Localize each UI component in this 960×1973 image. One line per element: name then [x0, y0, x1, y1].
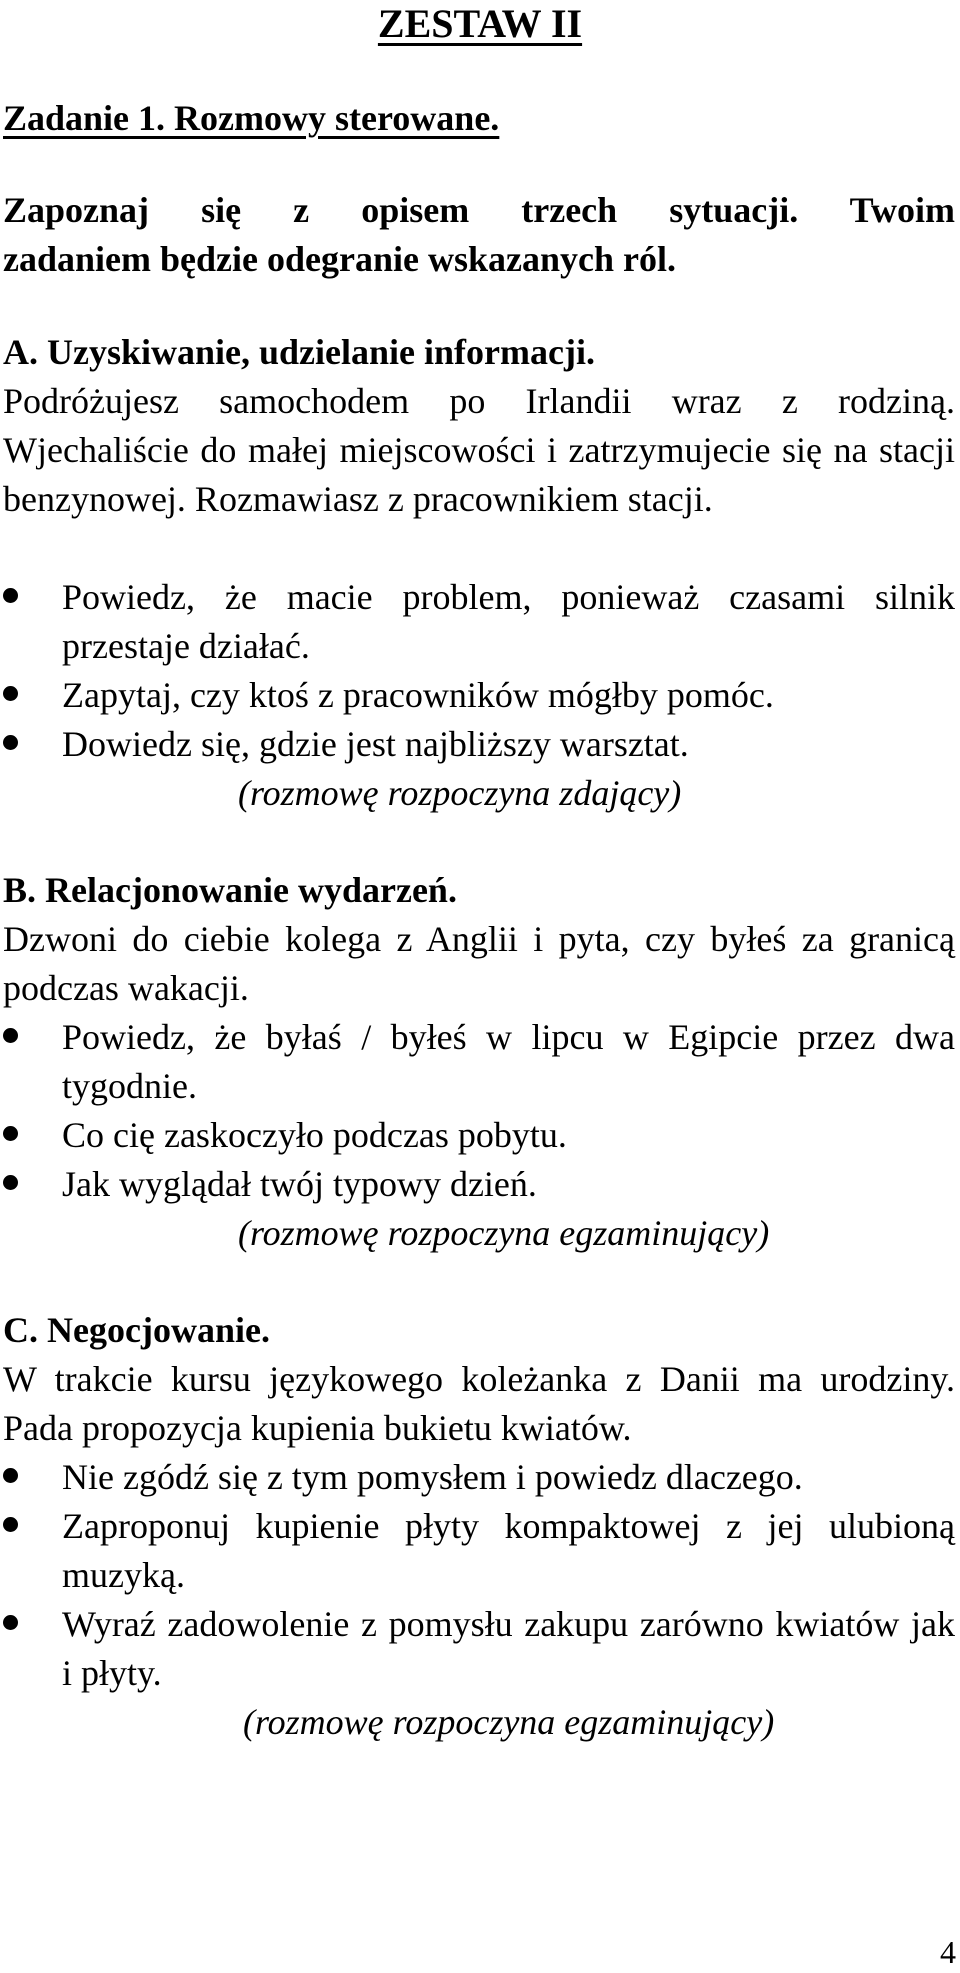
page-title	[0, 0, 960, 48]
section-b-bullet-2	[3, 1111, 955, 1160]
section-c-note: (rozmowę rozpoczyna egzaminujący)	[243, 1702, 775, 1742]
bullet-text: Nie zgódź się z tym pomysłem i powiedz dlaczego.	[62, 1457, 803, 1497]
bullet-dot	[3, 1615, 18, 1630]
section-b-heading: B. Relacjonowanie wydarzeń.	[3, 870, 457, 910]
task-heading-text: Zadanie 1. Rozmowy sterowane.	[3, 98, 500, 138]
section-b-description: Dzwoni do ciebie kolega z Anglii i pyta, czy byłeś za granicą podczas wakacji.	[3, 919, 955, 1008]
section-b-note: (rozmowę rozpoczyna egzaminujący)	[238, 1213, 770, 1253]
bullet-text: Jak wyglądał twój typowy dzień.	[62, 1164, 537, 1204]
section-b-bullet-1	[3, 1013, 955, 1111]
section-c-bullet-1	[3, 1453, 955, 1502]
bullet-dot	[3, 588, 18, 603]
bullet-dot	[3, 686, 18, 701]
page-title-text: ZESTAW II	[377, 1, 583, 46]
bullet-text: Powiedz, że byłaś / byłeś w lipcu w Egipcie przez dwa tygodnie.	[62, 1017, 955, 1106]
section-c-description: W trakcie kursu językowego koleżanka z Danii ma urodziny. Pada propozycja kupienia bukietu kwiatów.	[3, 1359, 955, 1448]
bullet-dot	[3, 735, 18, 750]
bullet-dot	[3, 1126, 18, 1141]
bullet-text: Powiedz, że macie problem, ponieważ czasami silnik przestaje działać.	[62, 577, 955, 666]
section-a-description: Podróżujesz samochodem po Irlandii wraz z rodziną. Wjechaliście do małej miejscowości i zatrzymujecie się na stacji benzynowej. Rozmawiasz z pracownikiem stacji.	[3, 381, 955, 519]
task-heading	[3, 94, 955, 143]
section-a-note: (rozmowę rozpoczyna zdający)	[238, 773, 682, 813]
section-a-bullet-3	[3, 720, 955, 769]
intro-line-2: zadaniem będzie odegranie wskazanych ról.	[3, 239, 676, 279]
bullet-dot	[3, 1468, 18, 1483]
bullet-text: Zaproponuj kupienie płyty kompaktowej z jej ulubioną muzyką.	[62, 1506, 955, 1595]
section-a-bullet-1	[3, 573, 955, 671]
section-a-heading: A. Uzyskiwanie, udzielanie informacji.	[3, 332, 595, 372]
section-a-bullet-2	[3, 671, 955, 720]
bullet-text: Wyraź zadowolenie z pomysłu zakupu zarówno kwiatów jak i płyty.	[62, 1604, 955, 1693]
bullet-dot	[3, 1517, 18, 1532]
intro-line-1: Zapoznaj się z opisem trzech sytuacji. Twoim	[3, 190, 955, 230]
bullet-dot	[3, 1175, 18, 1190]
bullet-text: Dowiedz się, gdzie jest najbliższy warsztat.	[62, 724, 689, 764]
section-c-heading: C. Negocjowanie.	[3, 1310, 270, 1350]
page-number: 4	[940, 1934, 956, 1970]
bullet-text: Co cię zaskoczyło podczas pobytu.	[62, 1115, 567, 1155]
bullet-dot	[3, 1028, 18, 1043]
section-b-bullet-3	[3, 1160, 955, 1209]
section-c-bullet-2	[3, 1502, 955, 1600]
section-c-bullet-3	[3, 1600, 955, 1698]
bullet-text: Zapytaj, czy ktoś z pracowników mógłby pomóc.	[62, 675, 774, 715]
